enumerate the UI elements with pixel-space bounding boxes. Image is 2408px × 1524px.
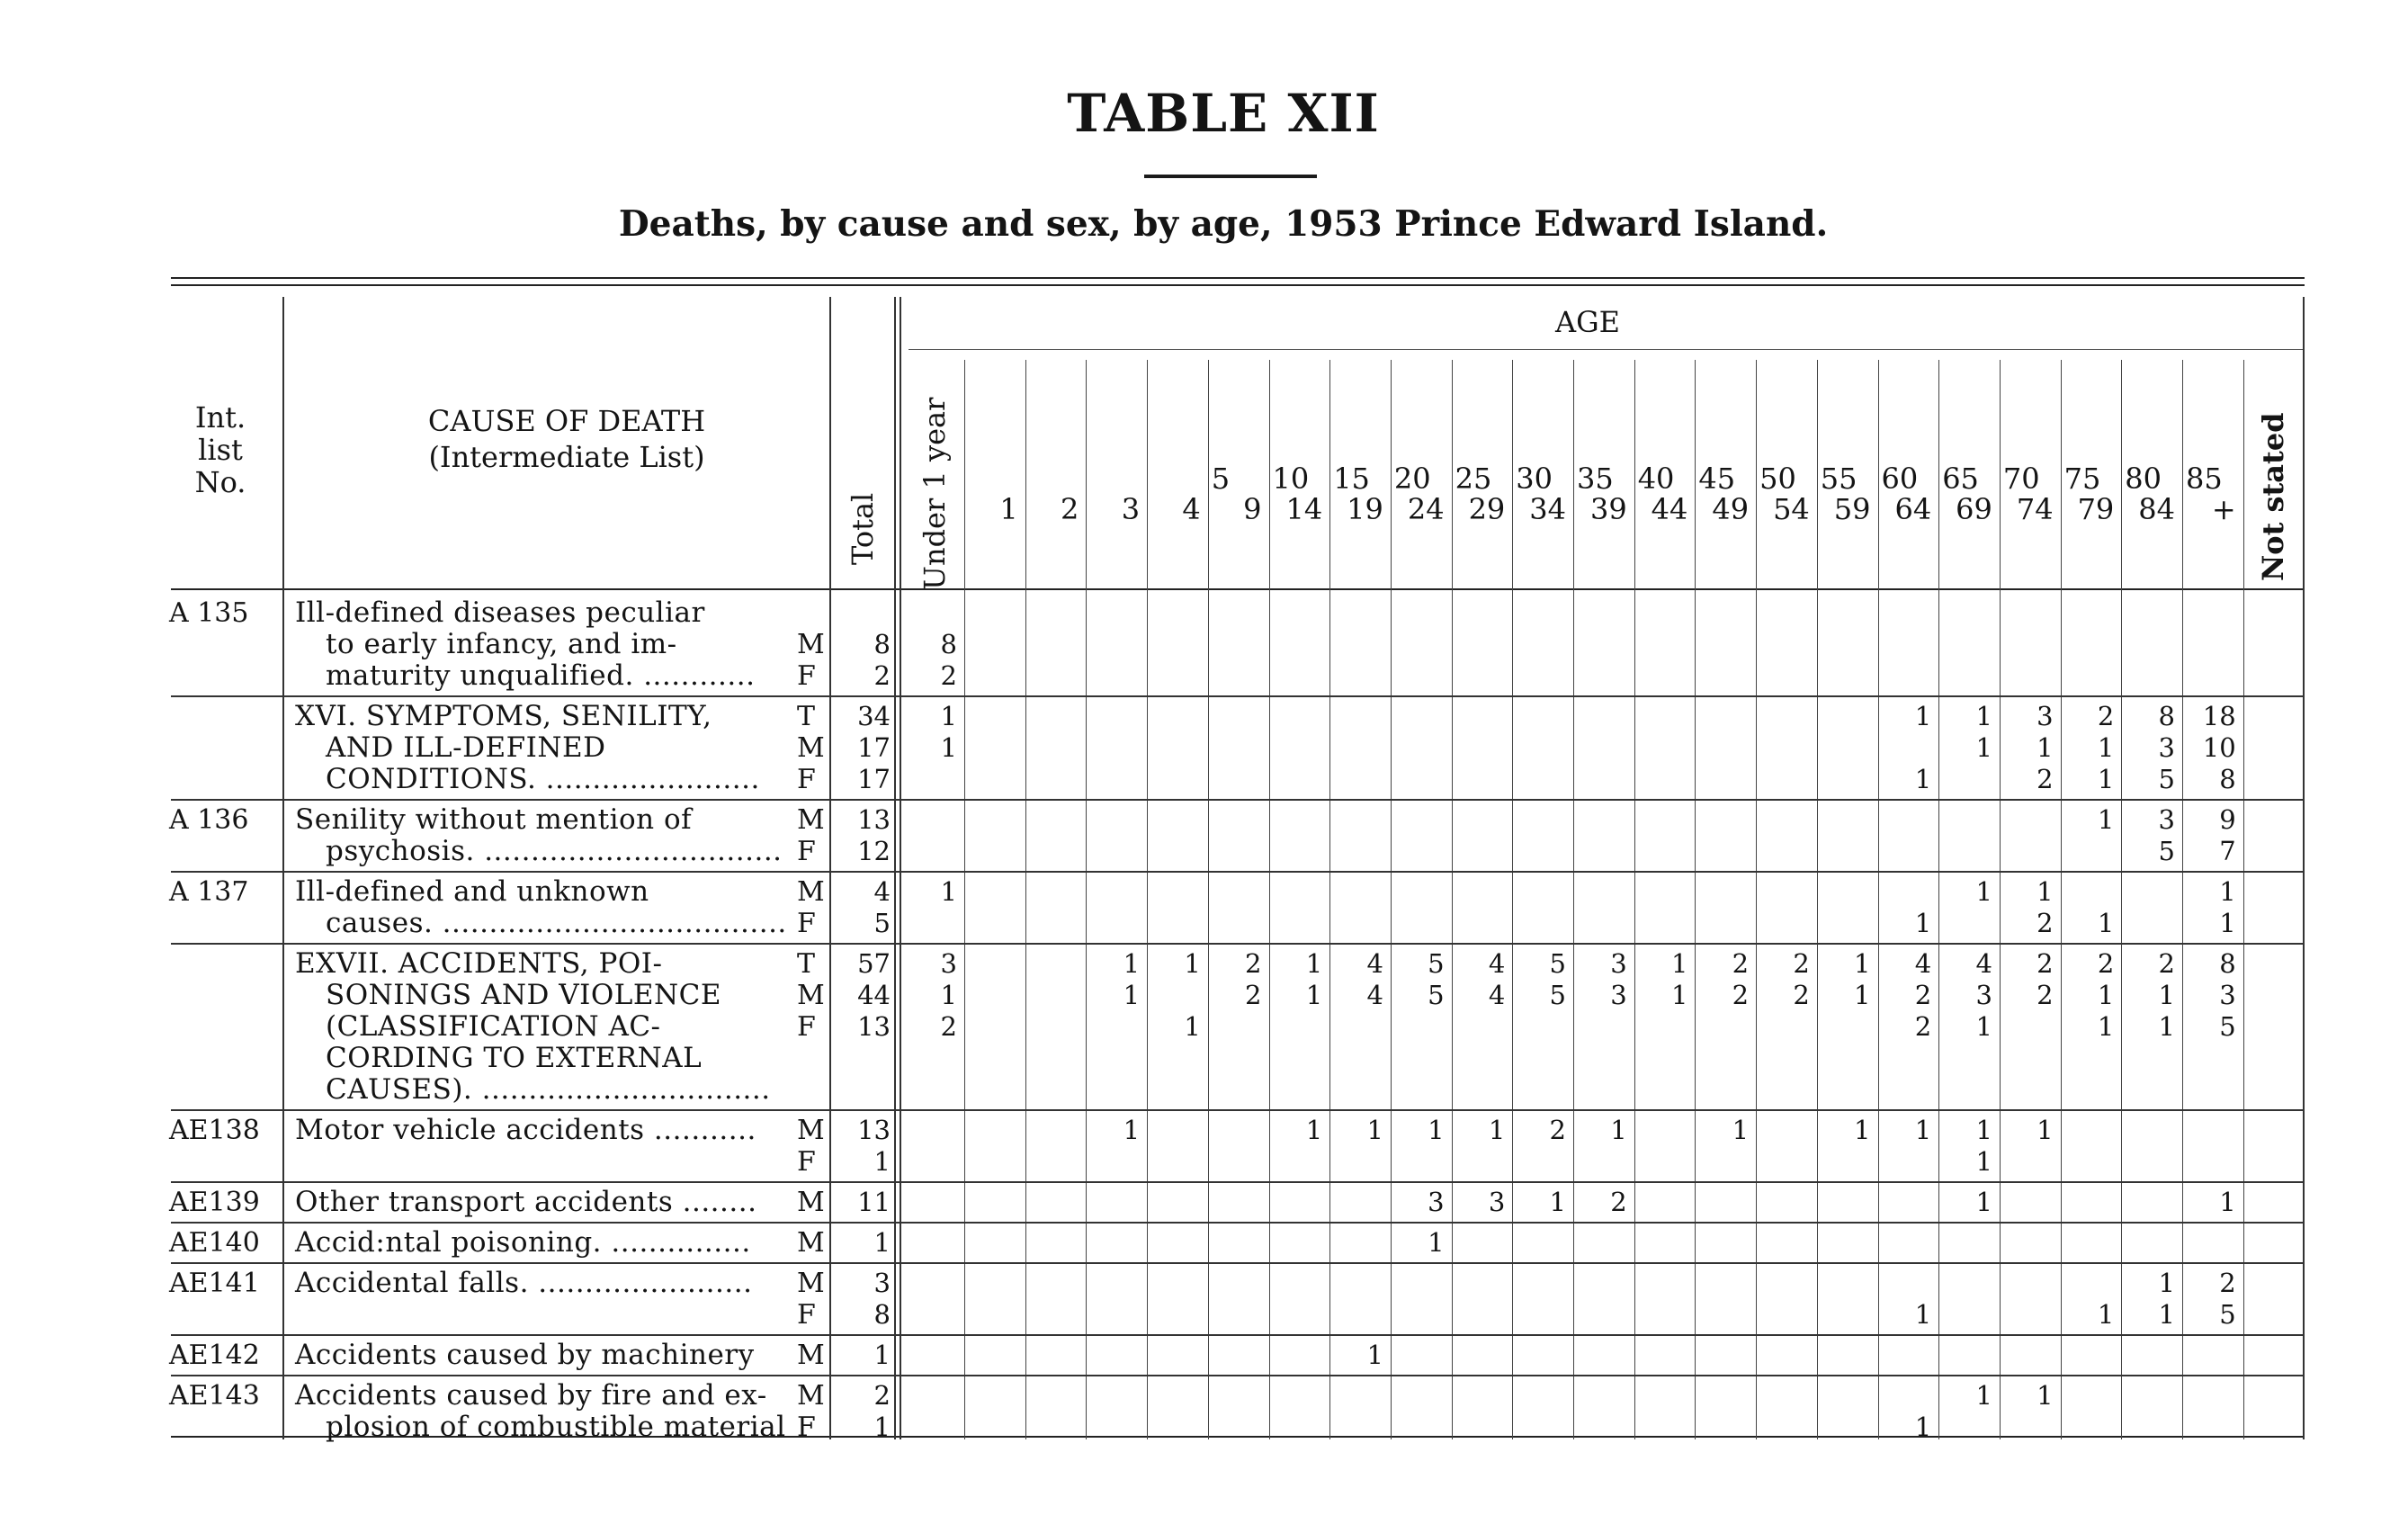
age-group-end: 64 (1894, 492, 1932, 526)
sex-code: M (797, 804, 825, 836)
total-value: 11 (857, 1187, 891, 1217)
age-group-end: 1 (999, 492, 1018, 526)
age-group-start: 15 (1333, 462, 1370, 496)
header-rule (171, 277, 2305, 279)
cause-of-death: AND ILL-DEFINED (326, 731, 606, 764)
age-count: 5 (2158, 764, 2175, 794)
age-count: 3 (1610, 948, 1627, 979)
age-count: 1 (1366, 1115, 1383, 1145)
cause-of-death: maturity unqualified. ............ (326, 659, 756, 692)
age-count: 4 (1488, 948, 1506, 979)
row-separator (171, 1222, 2305, 1224)
cause-header: (Intermediate List) (428, 440, 705, 474)
column-rule (1756, 360, 1757, 1439)
age-count: 2 (2097, 701, 2115, 731)
total-value: 13 (857, 1011, 891, 1042)
age-count: 1 (2097, 908, 2115, 938)
age-count: 1 (1975, 1146, 1992, 1177)
age-count: 1 (1914, 701, 1932, 731)
int-list-no: A 135 (169, 597, 249, 629)
row-separator (171, 1181, 2305, 1183)
age-count: 1 (2097, 1011, 2115, 1042)
column-rule (1512, 360, 1513, 1439)
sex-code: M (797, 1268, 825, 1299)
cause-of-death: (CLASSIFICATION AC- (326, 1010, 661, 1043)
age-group-end: 49 (1712, 492, 1750, 526)
cause-of-death: plosion of combustible material (326, 1411, 786, 1443)
age-group-start: 40 (1637, 462, 1675, 496)
age-group-end: 9 (1243, 492, 1262, 526)
cause-of-death: CAUSES). ............................... (326, 1073, 771, 1106)
age-count: 1 (1305, 1115, 1323, 1145)
age-count: 1 (940, 980, 957, 1010)
age-count: 1 (1975, 701, 1992, 731)
age-count: 1 (2158, 1299, 2175, 1330)
column-rule (282, 297, 284, 1439)
row-separator (171, 1334, 2305, 1336)
age-count: 1 (940, 732, 957, 763)
age-count: 5 (1549, 980, 1566, 1010)
age-count: 8 (940, 629, 957, 659)
age-group-end: 14 (1285, 492, 1323, 526)
column-rule (829, 297, 831, 1439)
age-group-start: 75 (2063, 462, 2101, 496)
age-group-end: + (2211, 492, 2236, 526)
age-count: 1 (1914, 764, 1932, 794)
row-separator (171, 943, 2305, 945)
sex-code: M (797, 1380, 825, 1412)
header-bottom-rule (171, 588, 2305, 590)
age-group-end: 79 (2077, 492, 2115, 526)
age-count: 2 (1732, 948, 1750, 979)
total-header: Total (846, 492, 880, 565)
age-count: 1 (1184, 1011, 1201, 1042)
column-rule (2182, 360, 2183, 1439)
row-separator (171, 1109, 2305, 1111)
age-group-start: 30 (1516, 462, 1553, 496)
total-value: 3 (873, 1268, 891, 1298)
row-separator (171, 799, 2305, 801)
age-group-end: 3 (1121, 492, 1141, 526)
age-group-start: 60 (1881, 462, 1919, 496)
age-count: 1 (2037, 1115, 2054, 1145)
total-value: 4 (873, 876, 891, 907)
age-count: 2 (1793, 948, 1810, 979)
age-group-start: 80 (2125, 462, 2162, 496)
cause-of-death: Accidents caused by fire and ex- (295, 1379, 767, 1412)
total-value: 13 (857, 804, 891, 835)
int-list-no: A 136 (169, 804, 249, 836)
age-count: 1 (2097, 804, 2115, 835)
sex-code: F (797, 764, 816, 795)
age-group-start: 50 (1759, 462, 1796, 496)
age-count: 1 (1854, 980, 1871, 1010)
cause-of-death: Senility without mention of (295, 803, 693, 836)
age-count: 4 (1366, 980, 1383, 1010)
table-title: TABLE XII (1067, 83, 1380, 144)
cause-of-death: CORDING TO EXTERNAL (326, 1042, 703, 1074)
cause-of-death: Accidental falls. ....................... (295, 1267, 753, 1299)
not-stated-header: Not stated (2256, 412, 2290, 581)
total-value: 17 (857, 764, 891, 794)
age-group-start: 25 (1455, 462, 1492, 496)
age-count: 1 (1184, 948, 1201, 979)
total-value: 1 (873, 1412, 891, 1442)
column-rule (1269, 360, 1270, 1439)
age-count: 1 (1914, 908, 1932, 938)
age-count: 1 (1975, 876, 1992, 907)
row-separator (171, 871, 2305, 873)
int-list-no: AE141 (169, 1268, 260, 1299)
age-count: 3 (1975, 980, 1992, 1010)
age-count: 1 (1975, 1115, 1992, 1145)
age-count: 2 (2037, 908, 2054, 938)
total-value: 12 (857, 836, 891, 866)
column-rule (1086, 360, 1087, 1439)
column-rule (2243, 360, 2244, 1439)
age-group-start: 70 (2002, 462, 2040, 496)
age-group-start: 55 (1820, 462, 1857, 496)
age-group-end: 54 (1773, 492, 1810, 526)
age-count: 2 (940, 660, 957, 691)
int-list-no: AE138 (169, 1115, 260, 1146)
age-count: 2 (2097, 948, 2115, 979)
age-count: 1 (2097, 732, 2115, 763)
cause-of-death: EXVII. ACCIDENTS, POI- (295, 947, 663, 980)
int-list-header: No. (194, 465, 246, 499)
age-group-end: 84 (2138, 492, 2175, 526)
sex-code: M (797, 876, 825, 908)
age-count: 2 (2037, 980, 2054, 1010)
age-count: 1 (1610, 1115, 1627, 1145)
age-count: 3 (1488, 1187, 1506, 1217)
age-count: 1 (1549, 1187, 1566, 1217)
age-count: 2 (2037, 764, 2054, 794)
age-count: 1 (1123, 980, 1141, 1010)
age-count: 4 (1366, 948, 1383, 979)
age-header: AGE (1554, 305, 1621, 339)
age-count: 10 (2202, 732, 2236, 763)
cause-of-death: XVI. SYMPTOMS, SENILITY, (295, 700, 712, 732)
cause-of-death: psychosis. ................................ (326, 835, 783, 867)
age-group-start: 45 (1698, 462, 1736, 496)
column-rule (1695, 360, 1696, 1439)
column-rule (2000, 360, 2001, 1439)
column-rule (900, 297, 901, 1439)
cause-of-death: causes. ..................................... (326, 907, 787, 939)
age-count: 7 (2219, 836, 2236, 866)
age-count: 1 (1975, 732, 1992, 763)
column-rule (1025, 360, 1026, 1439)
age-count: 1 (1975, 1187, 1992, 1217)
age-count: 2 (1732, 980, 1750, 1010)
column-rule (964, 360, 965, 1439)
sex-code: M (797, 1340, 825, 1371)
age-count: 1 (1488, 1115, 1506, 1145)
age-count: 1 (2097, 980, 2115, 1010)
age-count: 2 (1914, 1011, 1932, 1042)
age-count: 1 (1975, 1011, 1992, 1042)
age-count: 2 (1245, 980, 1262, 1010)
column-rule (1452, 360, 1453, 1439)
cause-of-death: Ill-defined and unknown (295, 875, 649, 908)
age-count: 1 (2037, 876, 2054, 907)
age-count: 1 (2158, 1011, 2175, 1042)
column-rule (1878, 360, 1879, 1439)
cause-of-death: to early infancy, and im- (326, 628, 677, 660)
age-count: 1 (2219, 1187, 2236, 1217)
age-count: 3 (2158, 804, 2175, 835)
total-value: 1 (873, 1146, 891, 1177)
age-count: 2 (1610, 1187, 1627, 1217)
age-group-start: 35 (1577, 462, 1614, 496)
age-group-end: 29 (1468, 492, 1506, 526)
sex-code: M (797, 1187, 825, 1218)
age-count: 1 (2037, 1380, 2054, 1411)
int-list-no: AE143 (169, 1380, 260, 1412)
cause-of-death: Accidents caused by machinery (295, 1339, 755, 1371)
total-value: 1 (873, 1227, 891, 1258)
column-rule (1391, 360, 1392, 1439)
column-rule (1817, 360, 1818, 1439)
age-count: 5 (2158, 836, 2175, 866)
int-list-no: AE140 (169, 1227, 260, 1259)
total-value: 44 (857, 980, 891, 1010)
age-count: 5 (2219, 1011, 2236, 1042)
total-value: 2 (873, 1380, 891, 1411)
age-count: 1 (1428, 1115, 1445, 1145)
age-count: 2 (1245, 948, 1262, 979)
sex-code: F (797, 836, 816, 867)
age-group-end: 24 (1407, 492, 1445, 526)
column-rule (1938, 360, 1939, 1439)
header-rule (171, 284, 2305, 286)
age-group-end: 69 (1956, 492, 1992, 526)
age-count: 1 (1305, 948, 1323, 979)
int-list-no: AE139 (169, 1187, 260, 1218)
cause-of-death: SONINGS AND VIOLENCE (326, 979, 721, 1011)
age-count: 8 (2219, 948, 2236, 979)
age-count: 2 (1549, 1115, 1566, 1145)
age-count: 2 (2219, 1268, 2236, 1298)
cause-of-death: CONDITIONS. ....................... (326, 763, 760, 795)
age-group-end: 2 (1061, 492, 1079, 526)
cause-of-death: Ill-defined diseases peculiar (295, 596, 705, 629)
cause-of-death: Motor vehicle accidents ........... (295, 1114, 756, 1146)
age-count: 2 (1914, 980, 1932, 1010)
age-group-end: 39 (1589, 492, 1627, 526)
age-group-start: 65 (1942, 462, 1979, 496)
age-count: 3 (940, 948, 957, 979)
sex-code: M (797, 629, 825, 660)
total-value: 17 (857, 732, 891, 763)
cause-of-death: Accid:ntal poisoning. ............... (295, 1226, 751, 1259)
row-separator (171, 1375, 2305, 1376)
column-rule (1147, 360, 1148, 1439)
cause-of-death: Other transport accidents ........ (295, 1186, 757, 1218)
age-count: 9 (2219, 804, 2236, 835)
age-count: 3 (2158, 732, 2175, 763)
age-count: 18 (2202, 701, 2236, 731)
int-list-header: Int. (194, 400, 246, 435)
age-count: 1 (2097, 764, 2115, 794)
age-count: 5 (1428, 980, 1445, 1010)
sex-code: M (797, 1115, 825, 1146)
age-count: 1 (940, 701, 957, 731)
age-count: 1 (1914, 1115, 1932, 1145)
age-group-start: 10 (1272, 462, 1310, 496)
int-list-header: list (198, 433, 243, 467)
age-count: 1 (1854, 1115, 1871, 1145)
age-count: 2 (2037, 948, 2054, 979)
total-value: 2 (873, 660, 891, 691)
age-count: 4 (1488, 980, 1506, 1010)
age-count: 1 (2219, 876, 2236, 907)
sex-code: F (797, 908, 816, 939)
sex-code: F (797, 1146, 816, 1178)
sex-code: F (797, 660, 816, 692)
under-1-year-header: Under 1 year (918, 397, 952, 590)
age-count: 3 (2037, 701, 2054, 731)
age-group-end: 74 (2016, 492, 2054, 526)
table-subtitle: Deaths, by cause and sex, by age, 1953 Prince Edward Island. (618, 203, 1829, 245)
age-count: 1 (1670, 980, 1688, 1010)
row-separator (171, 695, 2305, 697)
column-rule (2121, 360, 2122, 1439)
column-rule (1634, 360, 1635, 1439)
column-rule (2061, 360, 2062, 1439)
total-value: 13 (857, 1115, 891, 1145)
age-group-end: 19 (1347, 492, 1383, 526)
total-value: 57 (857, 948, 891, 979)
age-count: 5 (1549, 948, 1566, 979)
total-value: 5 (873, 908, 891, 938)
age-group-start: 85 (2186, 462, 2223, 496)
age-span-rule (909, 349, 2305, 350)
age-count: 1 (1366, 1340, 1383, 1370)
age-count: 1 (1732, 1115, 1750, 1145)
age-count: 1 (1123, 1115, 1141, 1145)
column-rule (1329, 360, 1330, 1439)
age-count: 2 (1793, 980, 1810, 1010)
row-separator (171, 1262, 2305, 1264)
age-count: 1 (2158, 1268, 2175, 1298)
age-count: 1 (1914, 1299, 1932, 1330)
age-count: 4 (1914, 948, 1932, 979)
sex-code: M (797, 980, 825, 1011)
age-count: 3 (1428, 1187, 1445, 1217)
age-count: 3 (1610, 980, 1627, 1010)
age-count: 5 (1428, 948, 1445, 979)
age-group-end: 44 (1651, 492, 1688, 526)
age-count: 8 (2158, 701, 2175, 731)
column-rule (894, 297, 896, 1439)
age-count: 1 (1914, 1412, 1932, 1442)
sex-code: M (797, 732, 825, 764)
sex-code: F (797, 1011, 816, 1043)
age-count: 2 (940, 1011, 957, 1042)
age-group-start: 5 (1211, 462, 1231, 496)
age-count: 1 (1428, 1227, 1445, 1258)
age-count: 1 (2097, 1299, 2115, 1330)
age-group-end: 4 (1182, 492, 1201, 526)
age-count: 8 (2219, 764, 2236, 794)
age-group-end: 34 (1529, 492, 1566, 526)
sex-code: T (797, 948, 816, 980)
age-count: 1 (940, 876, 957, 907)
column-rule (2303, 297, 2305, 1439)
age-count: 3 (2219, 980, 2236, 1010)
age-group-start: 20 (1393, 462, 1431, 496)
total-value: 8 (873, 1299, 891, 1330)
age-count: 1 (1123, 948, 1141, 979)
column-rule (1208, 360, 1209, 1439)
age-count: 1 (2037, 732, 2054, 763)
age-count: 1 (1854, 948, 1871, 979)
int-list-no: A 137 (169, 876, 249, 908)
cause-header: CAUSE OF DEATH (427, 404, 706, 438)
age-count: 4 (1975, 948, 1992, 979)
sex-code: F (797, 1412, 816, 1443)
int-list-no: AE142 (169, 1340, 260, 1371)
age-count: 5 (2219, 1299, 2236, 1330)
age-count: 2 (2158, 948, 2175, 979)
title-rule (1144, 175, 1317, 178)
age-count: 1 (1975, 1380, 1992, 1411)
sex-code: T (797, 701, 816, 732)
sex-code: M (797, 1227, 825, 1259)
age-count: 1 (2219, 908, 2236, 938)
total-value: 1 (873, 1340, 891, 1370)
age-group-end: 59 (1833, 492, 1871, 526)
age-count: 1 (1670, 948, 1688, 979)
column-rule (1573, 360, 1574, 1439)
sex-code: F (797, 1299, 816, 1331)
total-value: 34 (857, 701, 891, 731)
total-value: 8 (873, 629, 891, 659)
age-count: 1 (2158, 980, 2175, 1010)
age-count: 1 (1305, 980, 1323, 1010)
